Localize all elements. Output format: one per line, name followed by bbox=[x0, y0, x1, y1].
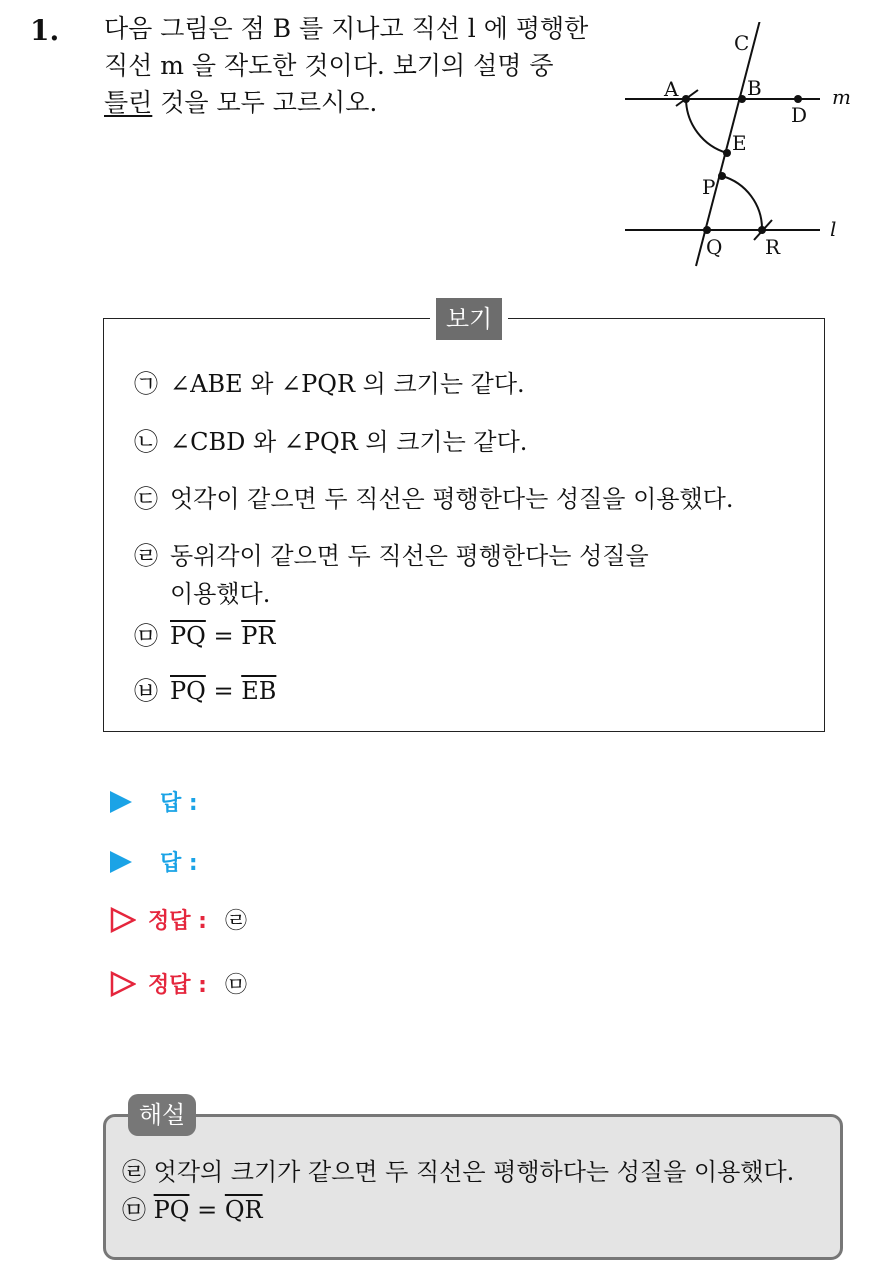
point-B bbox=[738, 95, 746, 103]
label-D: D bbox=[791, 103, 808, 127]
underlined-word: 틀린 bbox=[104, 88, 153, 117]
play-icon bbox=[110, 791, 132, 813]
label-C: C bbox=[734, 31, 750, 55]
point-A bbox=[682, 95, 690, 103]
bogi-item-5: ㉤ $\overline{PQ} = \overline{PR}$ bbox=[134, 622, 276, 650]
label-E: E bbox=[732, 131, 747, 155]
arc-PR bbox=[722, 176, 762, 230]
solution-line-2: ㉤ $\overline{PQ} = \overline{QR}$ bbox=[122, 1196, 263, 1224]
arc-AE bbox=[686, 99, 727, 153]
bogi-title: 보기 bbox=[430, 298, 508, 340]
outline-triangle-icon bbox=[110, 971, 136, 997]
question-number: 1. bbox=[30, 14, 60, 47]
label-B: B bbox=[747, 76, 762, 100]
correct-row-1: 정답 : ㉣ bbox=[110, 904, 247, 935]
question-text bbox=[104, 10, 604, 121]
bogi-item-4: ㉣ 동위각이 같으면 두 직선은 평행한다는 성질을 bbox=[134, 542, 649, 570]
point-P bbox=[718, 172, 726, 180]
construction-figure bbox=[620, 22, 880, 272]
answer-row-1[interactable]: 답 : bbox=[110, 786, 198, 817]
solution-line-1: ㉣ 엇각의 크기가 같으면 두 직선은 평행하다는 성질을 이용했다. bbox=[122, 1158, 795, 1186]
point-R bbox=[758, 226, 766, 234]
label-A: A bbox=[664, 77, 679, 101]
bogi-item-6: ㉥ $\overline{PQ} = \overline{EB}$ bbox=[134, 677, 277, 705]
label-R: R bbox=[765, 235, 781, 259]
question-line-1: 다음 그림은 점 B 를 지나고 직선 l 에 평행한 bbox=[104, 14, 589, 43]
point-Q bbox=[703, 226, 711, 234]
label-m: m bbox=[832, 85, 851, 109]
solution-title: 해설 bbox=[128, 1094, 196, 1136]
correct-row-2: 정답 : ㉤ bbox=[110, 968, 247, 999]
point-E bbox=[723, 149, 731, 157]
bogi-item-1: ㉠ ∠ABE 와 ∠PQR 의 크기는 같다. bbox=[134, 370, 525, 398]
answer-row-2[interactable]: 답 : bbox=[110, 846, 198, 877]
bogi-item-4-cont: 이용했다. bbox=[170, 580, 271, 608]
question-line-2: 직선 m 을 작도한 것이다. 보기의 설명 중 bbox=[104, 51, 554, 80]
question-line-3: 틀린 것을 모두 고르시오. bbox=[104, 88, 378, 117]
point-D bbox=[794, 95, 802, 103]
outline-triangle-icon bbox=[110, 907, 136, 933]
label-Q: Q bbox=[706, 235, 723, 259]
play-icon bbox=[110, 851, 132, 873]
label-P: P bbox=[702, 175, 716, 199]
label-l: l bbox=[830, 217, 837, 241]
solution-box bbox=[103, 1114, 843, 1260]
bogi-item-3: ㉢ 엇각이 같으면 두 직선은 평행한다는 성질을 이용했다. bbox=[134, 485, 734, 513]
bogi-item-2: ㉡ ∠CBD 와 ∠PQR 의 크기는 같다. bbox=[134, 428, 528, 456]
